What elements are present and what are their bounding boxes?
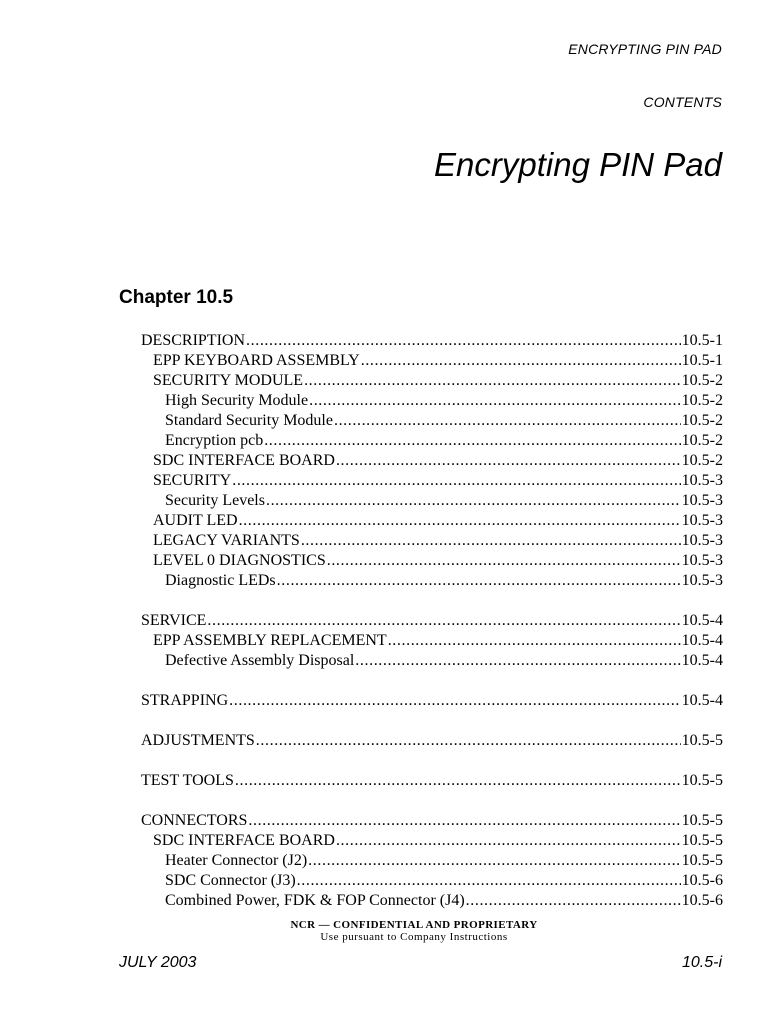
toc-entry-label: High Security Module bbox=[165, 392, 309, 409]
toc-leader-dots bbox=[309, 391, 681, 411]
toc-entry-page: 10.5-1 bbox=[681, 352, 723, 369]
toc-entry-page: 10.5-3 bbox=[681, 552, 723, 569]
toc-entry[interactable] bbox=[141, 371, 723, 391]
toc-leader-dots bbox=[301, 531, 681, 551]
toc-leader-dots bbox=[248, 811, 680, 831]
toc-leader-dots bbox=[466, 891, 681, 911]
toc-entry-label: CONNECTORS bbox=[141, 812, 248, 829]
footer-date: JULY 2003 bbox=[119, 954, 197, 971]
toc-entry[interactable] bbox=[141, 351, 723, 371]
toc-entry[interactable] bbox=[141, 531, 723, 551]
toc-entry-label: EPP KEYBOARD ASSEMBLY bbox=[153, 352, 360, 369]
toc-entry-page: 10.5-1 bbox=[681, 332, 723, 349]
toc-entry-page: 10.5-2 bbox=[681, 372, 723, 389]
toc-entry-label: SECURITY MODULE bbox=[153, 372, 304, 389]
running-header-title: ENCRYPTING PIN PAD bbox=[568, 41, 722, 57]
toc-leader-dots bbox=[297, 871, 681, 891]
toc-entry-page: 10.5-5 bbox=[681, 772, 723, 789]
toc-entry[interactable] bbox=[141, 891, 723, 911]
toc-entry-page: 10.5-3 bbox=[681, 472, 723, 489]
toc-leader-dots bbox=[207, 611, 680, 631]
toc-entry[interactable] bbox=[141, 431, 723, 451]
toc-entry-label: SECURITY bbox=[153, 472, 232, 489]
toc-entry-page: 10.5-2 bbox=[681, 412, 723, 429]
toc-leader-dots bbox=[304, 371, 681, 391]
toc-entry-label: Heater Connector (J2) bbox=[165, 852, 308, 869]
toc-entry-page: 10.5-6 bbox=[681, 892, 723, 909]
toc-leader-dots bbox=[232, 471, 680, 491]
toc-entry-page: 10.5-4 bbox=[681, 652, 723, 669]
toc-entry-page: 10.5-3 bbox=[681, 532, 723, 549]
toc-leader-dots bbox=[361, 351, 681, 371]
toc-leader-dots bbox=[327, 551, 681, 571]
toc-entry-page: 10.5-5 bbox=[681, 812, 723, 829]
toc-entry-page: 10.5-3 bbox=[681, 492, 723, 509]
toc-entry-label: Combined Power, FDK & FOP Connector (J4) bbox=[165, 892, 465, 909]
toc-leader-dots bbox=[388, 631, 681, 651]
toc-entry-label: STRAPPING bbox=[141, 692, 229, 709]
toc-entry-page: 10.5-3 bbox=[681, 512, 723, 529]
toc-entry[interactable] bbox=[141, 651, 723, 671]
page-title: Encrypting PIN Pad bbox=[434, 146, 722, 183]
toc-entry-label: EPP ASSEMBLY REPLACEMENT bbox=[153, 632, 387, 649]
toc-entry-page: 10.5-2 bbox=[681, 452, 723, 469]
toc-entry-label: Defective Assembly Disposal bbox=[165, 652, 355, 669]
toc-leader-dots bbox=[355, 651, 680, 671]
toc-entry-page: 10.5-4 bbox=[681, 632, 723, 649]
toc-entry-label: Standard Security Module bbox=[165, 412, 333, 429]
toc-entry-page: 10.5-4 bbox=[681, 692, 723, 709]
toc-entry-label: Encryption pcb bbox=[165, 432, 264, 449]
toc-entry[interactable] bbox=[141, 631, 723, 651]
toc-leader-dots bbox=[336, 451, 681, 471]
toc-entry[interactable] bbox=[141, 731, 723, 751]
toc-entry[interactable] bbox=[141, 491, 723, 511]
toc-entry-page: 10.5-5 bbox=[681, 832, 723, 849]
toc-entry-page: 10.5-4 bbox=[681, 612, 723, 629]
toc-leader-dots bbox=[264, 431, 680, 451]
toc-entry[interactable] bbox=[141, 331, 723, 351]
toc-entry-label: LEGACY VARIANTS bbox=[153, 532, 300, 549]
toc-entry-page: 10.5-6 bbox=[681, 872, 723, 889]
toc-entry[interactable] bbox=[141, 411, 723, 431]
toc-leader-dots bbox=[336, 831, 681, 851]
confidential-notice: NCR — CONFIDENTIAL AND PROPRIETARY bbox=[290, 919, 538, 931]
toc-entry-label: Diagnostic LEDs bbox=[165, 572, 276, 589]
toc-leader-dots bbox=[229, 691, 681, 711]
running-header-section: CONTENTS bbox=[643, 94, 722, 110]
toc-entry-label: Security Levels bbox=[165, 492, 265, 509]
toc-entry-label: TEST TOOLS bbox=[141, 772, 234, 789]
toc-entry[interactable] bbox=[141, 771, 723, 791]
usage-notice: Use pursuant to Company Instructions bbox=[320, 931, 508, 943]
toc-entry-label: SERVICE bbox=[141, 612, 207, 629]
toc-entry[interactable] bbox=[141, 391, 723, 411]
toc-entry[interactable] bbox=[141, 851, 723, 871]
toc-entry-label: DESCRIPTION bbox=[141, 332, 246, 349]
toc-leader-dots bbox=[239, 511, 681, 531]
toc-entry[interactable] bbox=[141, 511, 723, 531]
toc-entry[interactable] bbox=[141, 451, 723, 471]
toc-entry[interactable] bbox=[141, 471, 723, 491]
chapter-heading: Chapter 10.5 bbox=[119, 287, 234, 308]
toc-entry-page: 10.5-5 bbox=[681, 852, 723, 869]
toc-entry-label: ADJUSTMENTS bbox=[141, 732, 255, 749]
table-of-contents bbox=[141, 331, 723, 911]
toc-entry[interactable] bbox=[141, 871, 723, 891]
toc-leader-dots bbox=[256, 731, 681, 751]
toc-entry-label: AUDIT LED bbox=[153, 512, 238, 529]
toc-leader-dots bbox=[277, 571, 681, 591]
toc-entry-label: LEVEL 0 DIAGNOSTICS bbox=[153, 552, 326, 569]
toc-entry[interactable] bbox=[141, 831, 723, 851]
toc-entry[interactable] bbox=[141, 571, 723, 591]
toc-entry[interactable] bbox=[141, 691, 723, 711]
toc-leader-dots bbox=[266, 491, 681, 511]
toc-leader-dots bbox=[334, 411, 681, 431]
toc-entry-label: SDC Connector (J3) bbox=[165, 872, 296, 889]
toc-leader-dots bbox=[246, 331, 681, 351]
toc-entry-label: SDC INTERFACE BOARD bbox=[153, 452, 335, 469]
toc-entry-label: SDC INTERFACE BOARD bbox=[153, 832, 335, 849]
toc-entry-page: 10.5-2 bbox=[681, 432, 723, 449]
toc-entry-page: 10.5-3 bbox=[681, 572, 723, 589]
toc-entry[interactable] bbox=[141, 811, 723, 831]
toc-entry[interactable] bbox=[141, 611, 723, 631]
toc-entry-page: 10.5-5 bbox=[681, 732, 723, 749]
toc-leader-dots bbox=[308, 851, 681, 871]
toc-entry[interactable] bbox=[141, 551, 723, 571]
toc-entry-page: 10.5-2 bbox=[681, 392, 723, 409]
toc-leader-dots bbox=[235, 771, 681, 791]
footer-page-number: 10.5-i bbox=[681, 954, 722, 971]
